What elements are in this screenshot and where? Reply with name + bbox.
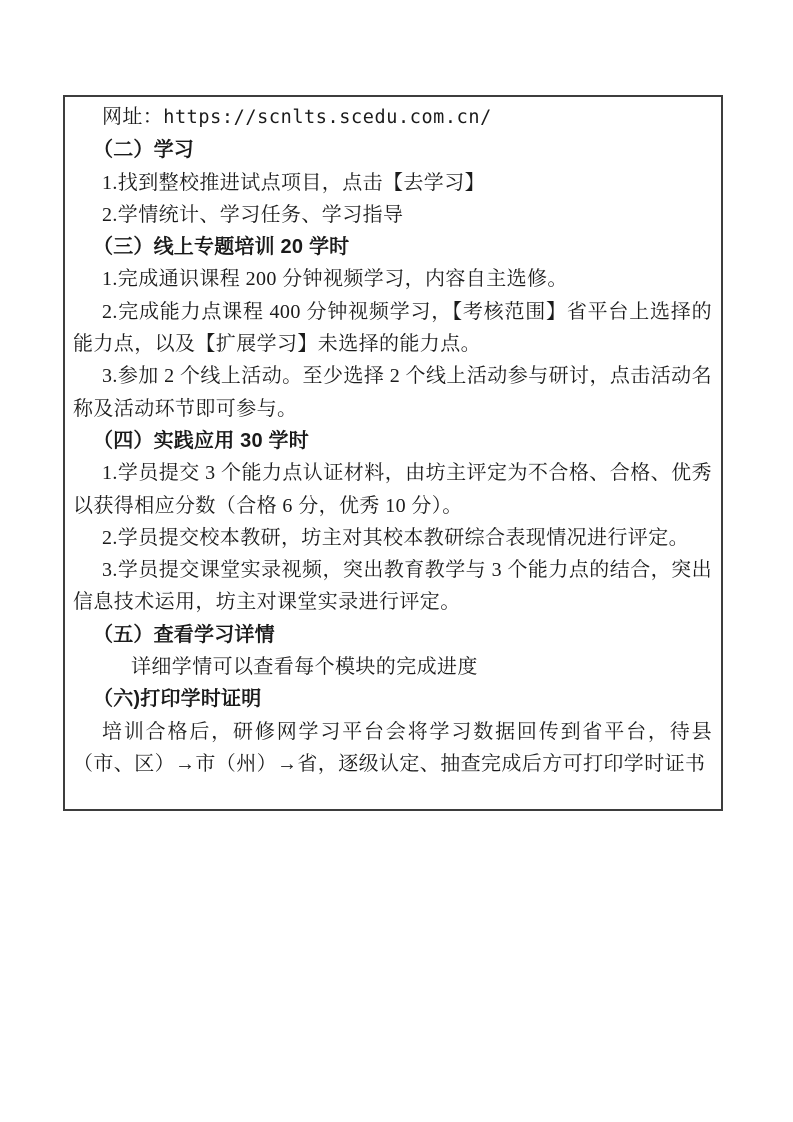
- url-text: https://scnlts.scedu.com.cn/: [163, 107, 492, 128]
- step-general-course-200min: 1.完成通识课程 200 分钟视频学习，内容自主选修。: [102, 268, 568, 291]
- step-submit-school-research: 2.学员提交校本教研，坊主对其校本教研综合表现情况进行评定。: [102, 526, 689, 549]
- step-ability-course-400min: 2.完成能力点课程 400 分钟视频学习，【考核范围】省平台上选择的能力点，以及【扩展学习】未选择的能力点。: [73, 300, 712, 356]
- step-online-activities: 3.参加 2 个线上活动。至少选择 2 个线上活动参与研讨，点击活动名称及活动环节即可参与。: [73, 365, 712, 420]
- instructions-table-cell: [63, 95, 723, 811]
- heading-section-4-practice: （四）实践应用 30 学时: [93, 429, 309, 452]
- heading-section-3-online-training: （三）线上专题培训 20 学时: [93, 236, 350, 259]
- step-submit-classroom-video: 3.学员提交课堂实录视频，突出教育教学与 3 个能力点的结合，突出信息技术运用，坊主对课堂实录进行评定。: [73, 559, 712, 614]
- heading-section-2-learning: （二）学习: [93, 139, 194, 162]
- step-submit-certification-materials: 1.学员提交 3 个能力点认证材料，由坊主评定为不合格、合格、优秀以获得相应分数（合格 6 分，优秀 10 分）。: [73, 462, 712, 517]
- heading-section-5-view-details: （五）查看学习详情: [93, 623, 275, 646]
- note-view-module-progress: 详细学情可以查看每个模块的完成进度: [131, 656, 478, 679]
- step-learning-stats-tasks-guidance: 2.学情统计、学习任务、学习指导: [102, 203, 404, 226]
- url-label: 网址：: [102, 106, 164, 128]
- heading-section-6-print-certificate: （六)打印学时证明: [93, 688, 262, 711]
- paragraph-website-url: [73, 101, 712, 134]
- step-find-pilot-project: 1.找到整校推进试点项目，点击【去学习】: [102, 171, 485, 194]
- note-certificate-process: 培训合格后，研修网学习平台会将学习数据回传到省平台，待县（市、区）→市（州）→省，逐级认定、抽查完成后方可打印学时证书: [73, 720, 712, 775]
